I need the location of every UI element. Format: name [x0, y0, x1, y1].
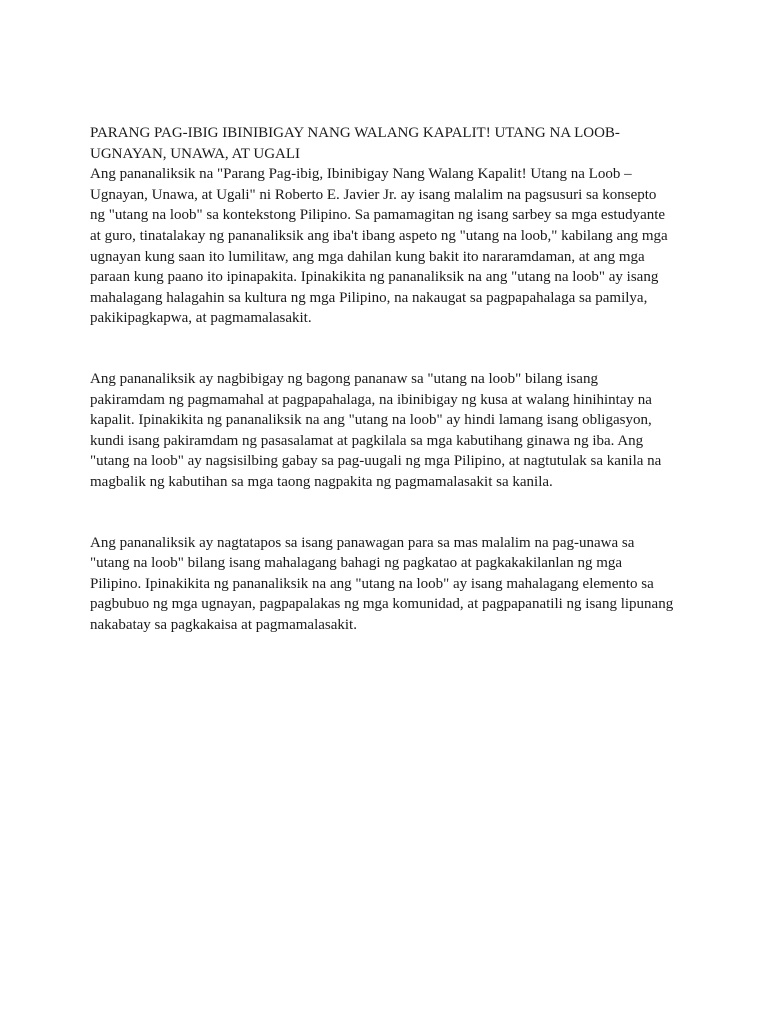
paragraph-1: Ang pananaliksik na "Parang Pag-ibig, Ibinibigay Nang Walang Kapalit! Utang na Loob – Ugnayan, Unawa, at Ugali" ni Roberto E. Javier Jr. ay isang malalim na pagsusuri sa konsepto ng "utang na loob" sa kontekstong Pilipino. Sa pamamagitan ng isang sarbey sa mga estudyante at guro, tinatalakay ng pananaliksik ang iba't ibang aspeto ng "utang na loob," kabilang ang mga ugnayan kung saan ito lumilitaw, ang mga dahilan kung bakit ito nararamdaman, at ang mga paraan kung paano ito ipinapakita. Ipinakikita ng pananaliksik na ang "utang na loob" ay isang mahalagang halagahin sa kultura ng mga Pilipino, na nakaugat sa pagpapahalaga sa pamilya, pakikipagkapwa, at pagmamalasakit.	[90, 166, 668, 327]
paragraph-spacer	[90, 493, 680, 533]
document-title: PARANG PAG-IBIG IBINIBIGAY NANG WALANG KAPALIT! UTANG NA LOOB- UGNAYAN, UNAWA, AT UGALI	[90, 125, 620, 162]
paragraph-spacer	[90, 329, 680, 369]
paragraph-2: Ang pananaliksik ay nagbibigay ng bagong pananaw sa "utang na loob" bilang isang pakiramdam ng pagmamahal at pagpapahalaga, na ibinibigay ng kusa at walang hinihintay na kapalit. Ipinakikita ng pananaliksik na ang "utang na loob" ay hindi lamang isang obligasyon, kundi isang pakiramdam ng pasasalamat at pagkilala sa mga kabutihang ginawa ng iba. Ang "utang na loob" ay nagsisilbing gabay sa pag-uugali ng mga Pilipino, at nagtutulak sa kanila na magbalik ng kabutihan sa mga taong nagpakita ng pagmamalasakit sa kanila.	[90, 370, 662, 490]
document-body	[90, 123, 680, 635]
paragraph-3: Ang pananaliksik ay nagtatapos sa isang panawagan para sa mas malalim na pag-unawa sa "utang na loob" bilang isang mahalagang bahagi ng pagkatao at pagkakakilanlan ng mga Pilipino. Ipinakikita ng pananaliksik na ang "utang na loob" ay isang mahalagang elemento sa pagbubuo ng mga ugnayan, pagpapalakas ng mga komunidad, at pagpapanatili ng isang lipunang nakabatay sa pagkakaisa at pagmamalasakit.	[90, 534, 674, 633]
